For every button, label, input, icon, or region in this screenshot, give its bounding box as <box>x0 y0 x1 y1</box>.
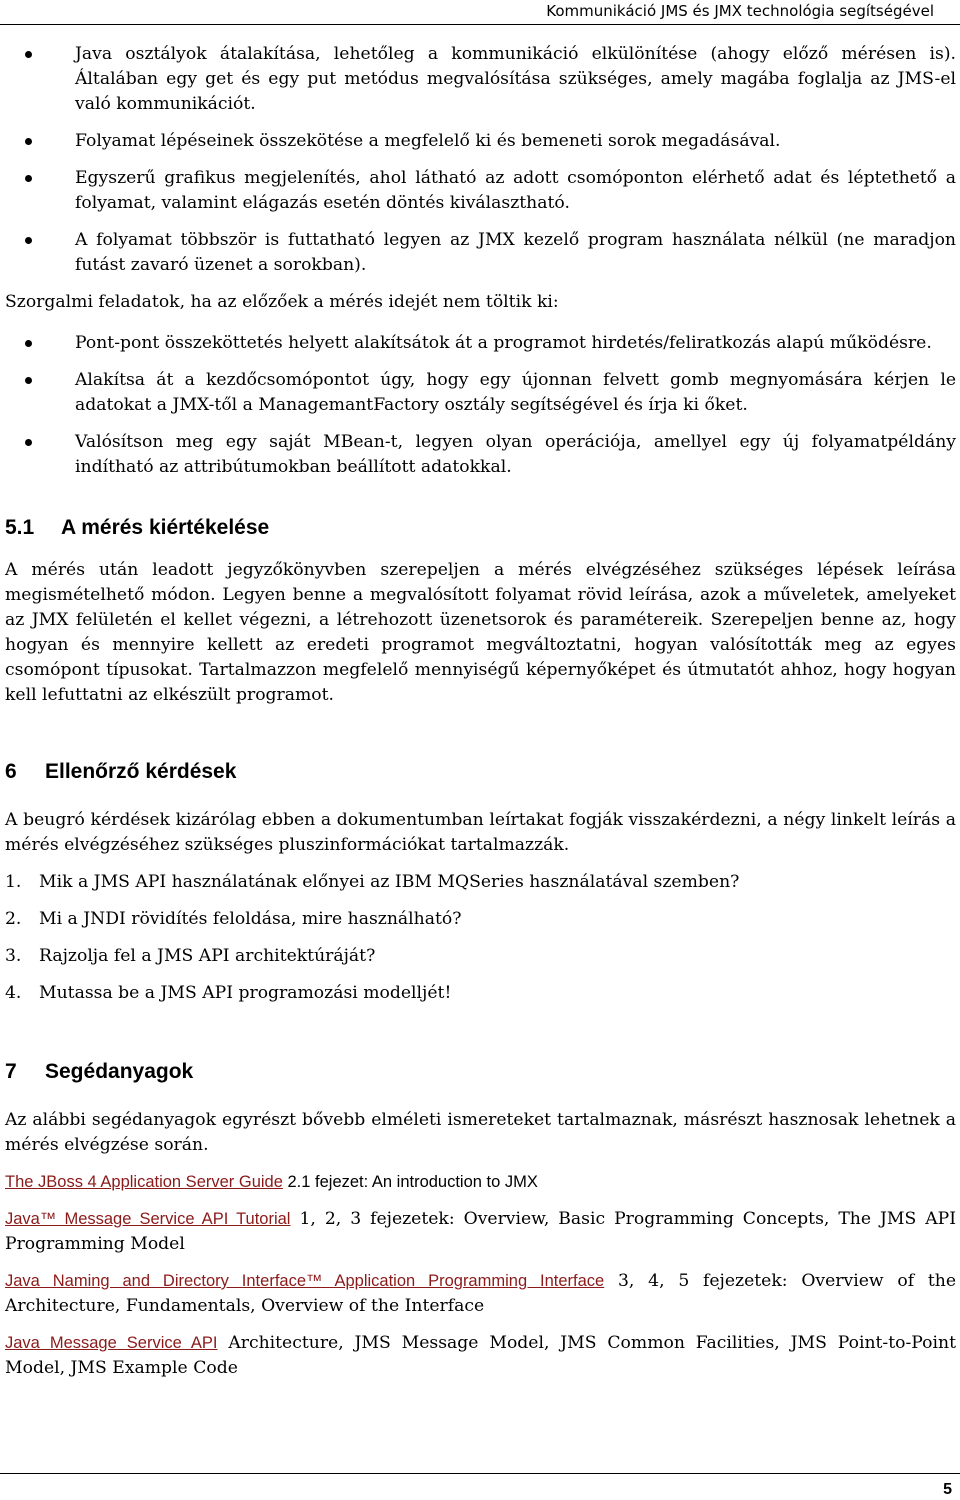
section-number: 5.1 <box>5 516 35 539</box>
bullet-icon <box>25 439 32 446</box>
reference-item: The JBoss 4 Application Server Guide 2.1 fejezet: An introduction to JMX <box>5 1173 538 1191</box>
bullet-icon <box>25 340 32 347</box>
reference-item: Java Naming and Directory Interface™ Application Programming Interface 3, 4, 5 fejezetek: Overview of the Architecture, Fundamentals, Overview of the Interface <box>5 1271 956 1316</box>
bullet-icon <box>25 175 32 182</box>
bullet-icon <box>25 138 32 145</box>
section-heading-5-1 <box>5 514 956 542</box>
bullet-icon <box>25 237 32 244</box>
page-content <box>5 42 956 1393</box>
list-item: Java osztályok átalakítása, lehetőleg a kommunikáció elkülönítése (ahogy előző mérésen is). Általában egy get és egy put metódus megvalósítása szükséges, amely magába foglalja az JMS-el való kommunikációt. <box>5 42 956 117</box>
footer-divider <box>0 1473 960 1474</box>
list-item: A folyamat többször is futtatható legyen az JMX kezelő program használata nélkül (ne maradjon futást zavaró üzenet a sorokban). <box>5 228 956 278</box>
section-number: 7 <box>5 1060 17 1083</box>
reference-link[interactable]: The JBoss 4 Application Server Guide <box>5 1173 283 1191</box>
extra-bullet-list <box>5 331 956 480</box>
page-number: 5 <box>943 1481 952 1498</box>
list-item: Folyamat lépéseinek összekötése a megfelelő ki és bemeneti sorok megadásával. <box>5 129 956 154</box>
question-list <box>5 870 956 1006</box>
reference-link[interactable]: Java™ Message Service API Tutorial <box>5 1210 291 1228</box>
section-title: Ellenőrző kérdések <box>45 760 237 783</box>
reference-link[interactable]: Java Message Service API <box>5 1334 218 1352</box>
section-5-1-body: A mérés után leadott jegyzőkönyvben szerepeljen a mérés elvégzéséhez szükséges lépések leírása megismételhető módon. Legyen benne a megvalósított folyamat rövid leírása, azok a műveletek, amelyeket az JMX felületén el kellet végezni, a létrehozott üzenetsorok és paramétereik. Szerepeljen benne az, hogy hogyan és mennyire kellett az eredeti programot megváltoztatni, hogyan valósították meg az egyes csomópont típusokat. Tartalmazzon megfelelő mennyiségű képernyőképet és útmutatót ahhoz, hogy hogyan kell lefuttatni az elkészült programot. <box>5 560 956 705</box>
list-item: 1. Mik a JMS API használatának előnyei az IBM MQSeries használatával szemben? <box>5 872 740 892</box>
task-bullet-list <box>5 42 956 278</box>
section-number: 6 <box>5 760 17 783</box>
list-item: Valósítson meg egy saját MBean-t, legyen olyan operációja, amellyel egy új folyamatpéldány indítható az attribútumokban beállított adatokkal. <box>5 430 956 480</box>
section-heading-7 <box>5 1058 956 1086</box>
list-item: Egyszerű grafikus megjelenítés, ahol látható az adott csomóponton elérhető adat és léptethető a folyamat, valamint elágazás esetén döntés kiválasztható. <box>5 166 956 216</box>
section-7-body: Az alábbi segédanyagok egyrészt bővebb elméleti ismereteket tartalmaznak, másrészt hasznosak lehetnek a mérés elvégzése során. <box>5 1110 956 1155</box>
list-item: 4. Mutassa be a JMS API programozási modelljét! <box>5 983 452 1003</box>
bullet-icon <box>25 377 32 384</box>
reference-item: Java Message Service API Architecture, JMS Message Model, JMS Common Facilities, JMS Point-to-Point Model, JMS Example Code <box>5 1333 956 1378</box>
section-title: A mérés kiértékelése <box>61 516 270 539</box>
header-divider <box>0 24 960 25</box>
list-item: Alakítsa át a kezdőcsomópontot úgy, hogy egy újonnan felvett gomb megnyomására kérjen le adatokat a JMX-től a ManagemantFactory osztály segítségével és írja ki őket. <box>5 368 956 418</box>
list-item: 3. Rajzolja fel a JMS API architektúráját? <box>5 946 376 966</box>
section-title: Segédanyagok <box>45 1060 194 1083</box>
list-item: 2. Mi a JNDI rövidítés feloldása, mire használható? <box>5 909 462 929</box>
reference-item: Java™ Message Service API Tutorial 1, 2, 3 fejezetek: Overview, Basic Programming Concepts, The JMS API Programming Model <box>5 1209 957 1254</box>
list-item: Pont-pont összeköttetés helyett alakítsátok át a programot hirdetés/feliratkozás alapú működésre. <box>5 331 956 356</box>
running-header: Kommunikáció JMS és JMX technológia segítségével <box>546 2 934 20</box>
section-6-body: A beugró kérdések kizárólag ebben a dokumentumban leírtakat fogják visszakérdezni, a négy linkelt leírás a mérés elvégzéséhez szükséges pluszinformációkat tartalmazzák. <box>5 810 956 855</box>
extra-tasks-intro: Szorgalmi feladatok, ha az előzőek a mérés idejét nem töltik ki: <box>5 292 559 312</box>
reference-link[interactable]: Java Naming and Directory Interface™ Application Programming Interface <box>5 1272 605 1290</box>
section-heading-6 <box>5 758 956 786</box>
bullet-icon <box>25 51 32 58</box>
